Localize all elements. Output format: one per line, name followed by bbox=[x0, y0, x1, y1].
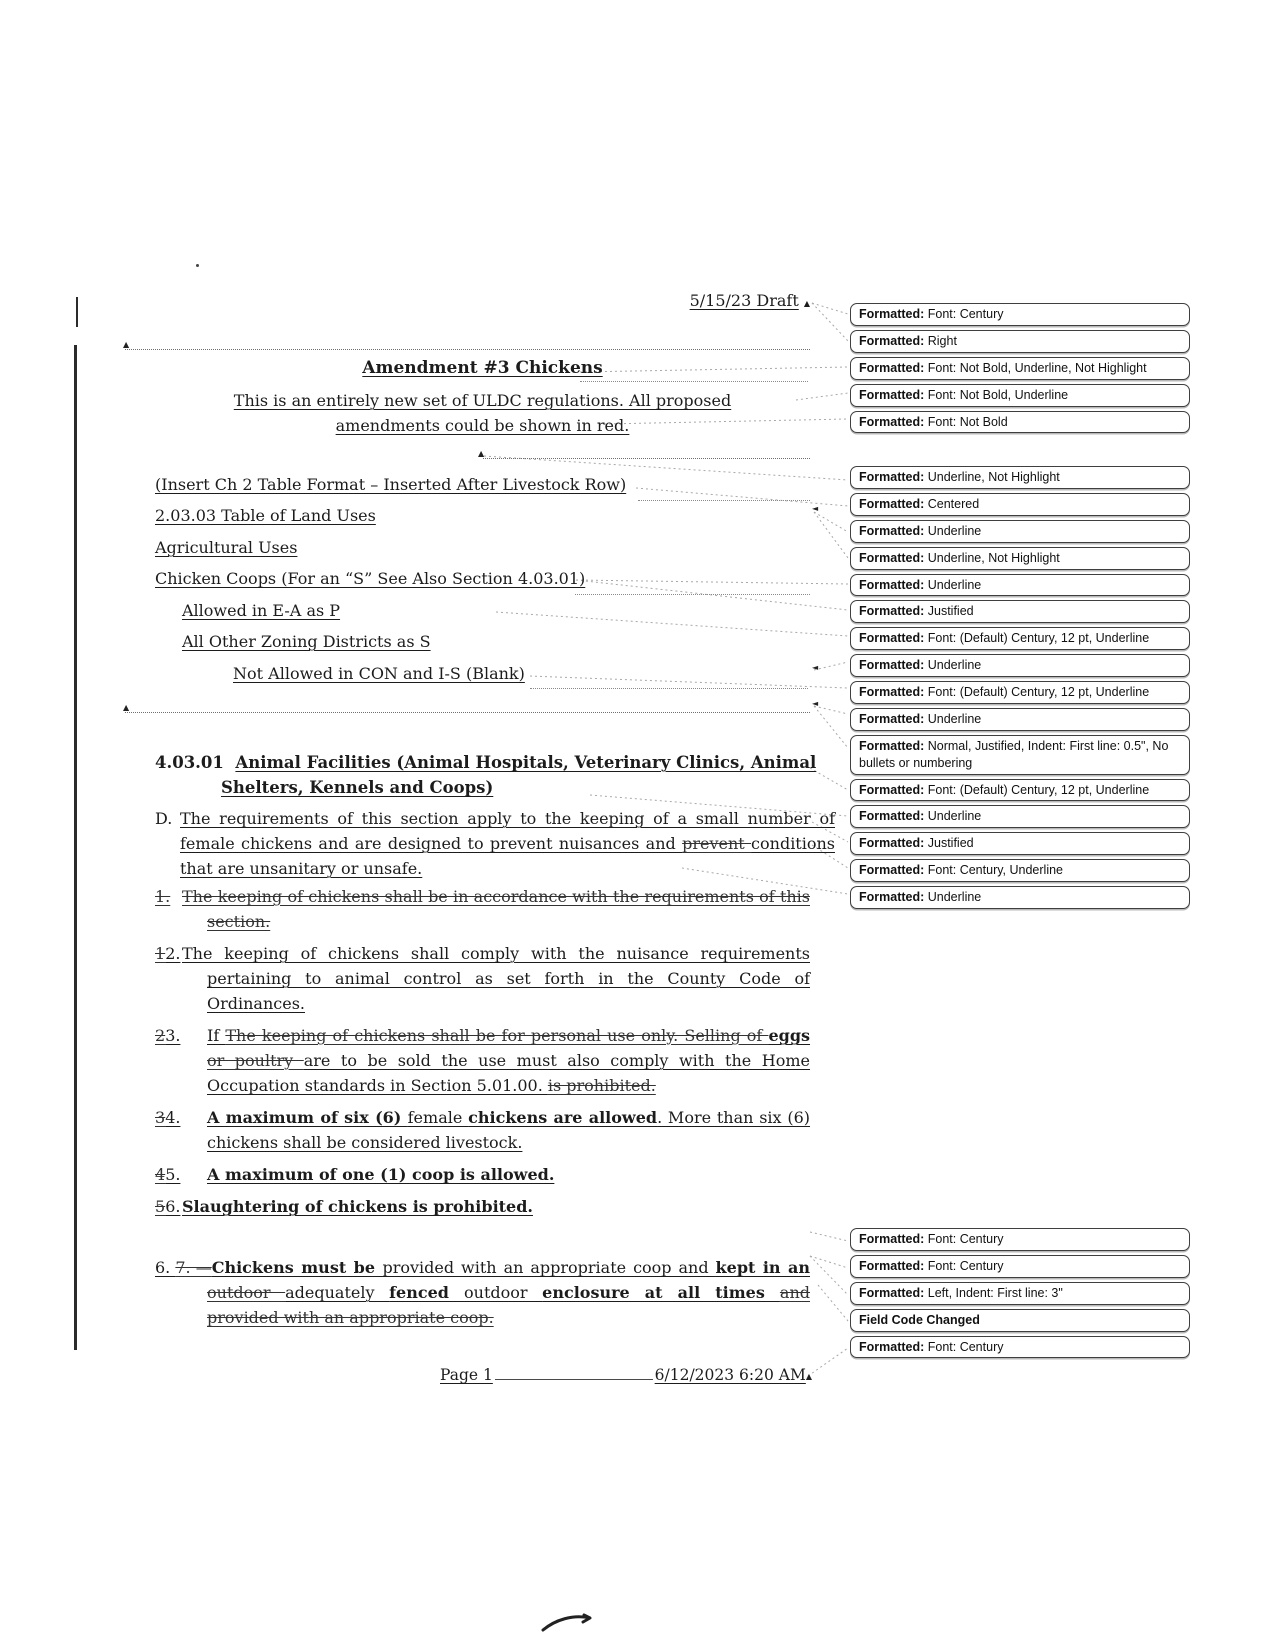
section-title: Animal Facilities (Animal Hospitals, Veterinary Clinics, Animal Shelters, Kennels and Coops) bbox=[221, 753, 817, 797]
footer-leader-line bbox=[495, 1379, 653, 1380]
list-item bbox=[155, 1162, 810, 1187]
anchor-mark-icon: ▲ bbox=[478, 449, 485, 458]
paragraph-d bbox=[155, 806, 835, 881]
formatted-comment-box[interactable] bbox=[850, 805, 1190, 828]
formatted-comment-box[interactable] bbox=[850, 574, 1190, 597]
comment-label: Formatted: bbox=[859, 470, 928, 484]
comment-value: Underline bbox=[927, 658, 982, 673]
list-item-text: The keeping of chickens shall be in accordance with the requirements of this section. bbox=[182, 887, 810, 931]
page-footer bbox=[440, 1366, 812, 1384]
list-item bbox=[155, 1194, 810, 1219]
formatted-comment-box[interactable] bbox=[850, 859, 1190, 882]
comment-label: Formatted: bbox=[859, 836, 928, 851]
formatted-comment-box[interactable] bbox=[850, 600, 1190, 623]
comment-value: Font: Century bbox=[927, 1258, 1004, 1273]
field-code-changed-box[interactable] bbox=[850, 1309, 1190, 1332]
section-heading bbox=[155, 750, 876, 800]
comment-label: Formatted: bbox=[859, 863, 928, 878]
comment-group-top bbox=[850, 303, 1190, 437]
draft-label: 5/15/23 Draft bbox=[689, 291, 799, 310]
comment-value: Underline, Not Highlight bbox=[927, 470, 1060, 484]
anchor-mark-icon: ◄ bbox=[812, 504, 819, 513]
comment-label: Formatted: bbox=[859, 523, 928, 538]
comment-label: Formatted: bbox=[859, 577, 928, 592]
pen-mark-artifact bbox=[535, 1598, 605, 1643]
formatted-comment-box[interactable] bbox=[850, 708, 1190, 731]
comment-value: Left, Indent: First line: 3" bbox=[927, 1285, 1063, 1300]
comment-label: Formatted: bbox=[859, 711, 928, 726]
paragraph-rule-mid bbox=[483, 458, 810, 459]
comment-value: Font: Not Bold, Underline, Not Highlight bbox=[927, 360, 1147, 375]
list-item-marker: 34. bbox=[155, 1108, 181, 1127]
comment-value: Font: (Default) Century, 12 pt, Underline bbox=[927, 685, 1150, 699]
formatted-comment-box[interactable] bbox=[850, 411, 1190, 434]
land-use-line: Agricultural Uses bbox=[155, 538, 298, 557]
comment-label: Formatted: bbox=[859, 658, 928, 673]
formatted-comment-box[interactable] bbox=[850, 357, 1190, 380]
comment-value: Font: Century, Underline bbox=[927, 863, 1063, 878]
list-item bbox=[155, 1105, 810, 1155]
paragraph-d-text: The requirements of this section apply to the keeping of a small number of female chickens and are designed to prevent nuisances and prevent conditions that are unsanitary or unsafe. bbox=[180, 809, 835, 878]
formatted-comment-box[interactable] bbox=[850, 681, 1190, 704]
comment-value: Underline bbox=[927, 711, 982, 726]
formatted-comment-box[interactable] bbox=[850, 384, 1190, 407]
list-item-marker: 56. bbox=[155, 1197, 181, 1216]
comment-label: Formatted: bbox=[859, 307, 928, 321]
comment-label: Formatted: bbox=[859, 1339, 928, 1354]
draft-line bbox=[155, 288, 810, 316]
comment-label: Formatted: bbox=[859, 387, 928, 402]
list-item-text: A maximum of one (1) coop is allowed. bbox=[207, 1165, 555, 1184]
formatted-comment-box[interactable] bbox=[850, 520, 1190, 543]
list-item-text: Chickens must be provided with an appropriate coop and kept in an outdoor adequately fenced outdoor enclosure at all times and provided with an appropriate coop. bbox=[207, 1258, 810, 1327]
list-item-marker: 45. bbox=[155, 1165, 181, 1184]
land-use-line: Allowed in E-A as P bbox=[182, 601, 341, 620]
change-trail bbox=[575, 594, 810, 595]
comment-value: Justified bbox=[927, 836, 974, 851]
formatted-comment-box[interactable] bbox=[850, 627, 1190, 650]
comment-value: Centered bbox=[927, 496, 980, 511]
formatted-comment-box[interactable] bbox=[850, 303, 1190, 326]
list-item-marker: 12. bbox=[155, 944, 181, 963]
numbered-list bbox=[155, 884, 810, 1337]
comment-label: Formatted: bbox=[859, 890, 928, 904]
comment-label: Formatted: bbox=[859, 631, 928, 646]
change-trail bbox=[530, 688, 808, 689]
document-subtitle: This is an entirely new set of ULDC regulations. All proposed amendments could be shown in red. bbox=[233, 391, 732, 435]
comment-value: Underline bbox=[927, 577, 982, 592]
comment-value: Underline, Not Highlight bbox=[927, 550, 1060, 565]
list-item-text: The keeping of chickens shall comply with the nuisance requirements pertaining to animal control as set forth in the County Code of Ordinances. bbox=[182, 944, 810, 1013]
comment-value: Font: (Default) Century, 12 pt, Underline bbox=[927, 631, 1150, 646]
comment-value: Justified bbox=[927, 604, 974, 619]
comment-label: Formatted: bbox=[859, 685, 928, 699]
list-item-marker: 1. bbox=[155, 887, 171, 906]
list-item bbox=[155, 1023, 810, 1098]
list-item-text: A maximum of six (6) female chickens are allowed. More than six (6) chickens shall be considered livestock. bbox=[207, 1108, 811, 1152]
formatted-comment-box[interactable] bbox=[850, 654, 1190, 677]
land-use-line: Not Allowed in CON and I-S (Blank) bbox=[233, 664, 525, 683]
list-item bbox=[155, 1255, 810, 1330]
comment-label: Formatted: bbox=[859, 1232, 928, 1246]
formatted-comment-box[interactable] bbox=[850, 493, 1190, 516]
formatted-comment-box[interactable] bbox=[850, 547, 1190, 570]
list-item bbox=[155, 884, 810, 934]
comment-value: Right bbox=[927, 333, 957, 348]
land-use-line: All Other Zoning Districts as S bbox=[182, 632, 431, 651]
land-use-line: 2.03.03 Table of Land Uses bbox=[155, 506, 376, 525]
comment-label: Formatted: bbox=[859, 414, 928, 429]
page-number: Page 1 bbox=[440, 1366, 493, 1384]
comment-label: Formatted: bbox=[859, 809, 928, 824]
land-use-line: Chicken Coops (For an “S” See Also Section 4.03.01) bbox=[155, 569, 586, 588]
section-number: 4.03.01 bbox=[155, 753, 224, 772]
change-bar-top bbox=[76, 297, 78, 327]
comment-label: Formatted: bbox=[859, 333, 928, 348]
comment-label: Field Code Changed bbox=[859, 1312, 980, 1327]
comment-label: Formatted: bbox=[859, 496, 928, 511]
formatted-comment-box[interactable] bbox=[850, 330, 1190, 353]
comment-value: Normal, Justified, Indent: First line: 0.5", No bullets or numbering bbox=[859, 738, 1169, 770]
comment-value: Font: Not Bold, Underline bbox=[927, 387, 1069, 402]
anchor-mark-icon: ◄ bbox=[812, 663, 819, 672]
comment-group-bottom bbox=[850, 1228, 1190, 1362]
formatted-comment-box[interactable] bbox=[850, 735, 1190, 775]
insert-note: (Insert Ch 2 Table Format – Inserted After Livestock Row) bbox=[155, 475, 627, 494]
change-trail bbox=[580, 381, 808, 382]
comment-label: Formatted: bbox=[859, 738, 928, 753]
formatted-comment-box[interactable] bbox=[850, 1228, 1190, 1251]
formatted-comment-box[interactable] bbox=[850, 886, 1190, 909]
change-trail bbox=[638, 500, 810, 501]
paragraph-rule-top bbox=[125, 349, 810, 350]
comment-value: Font: Century bbox=[927, 1232, 1004, 1246]
comment-label: Formatted: bbox=[859, 604, 928, 619]
anchor-mark-icon: ▲ bbox=[803, 299, 810, 308]
document-title: Amendment #3 Chickens bbox=[362, 358, 603, 378]
list-item-text: Slaughtering of chickens is prohibited. bbox=[182, 1197, 533, 1216]
formatted-comment-box[interactable] bbox=[850, 1255, 1190, 1278]
formatted-comment-box[interactable] bbox=[850, 1336, 1190, 1359]
anchor-mark-icon: ▲ bbox=[805, 1372, 812, 1381]
comment-label: Formatted: bbox=[859, 1258, 928, 1273]
comment-value: Underline bbox=[927, 523, 982, 538]
comment-value: Font: Not Bold bbox=[927, 414, 1008, 429]
formatted-comment-box[interactable] bbox=[850, 832, 1190, 855]
list-item bbox=[155, 941, 810, 1016]
formatted-comment-box[interactable] bbox=[850, 779, 1190, 802]
paragraph-rule-low bbox=[125, 712, 810, 713]
comment-label: Formatted: bbox=[859, 360, 928, 375]
comment-value: Font: (Default) Century, 12 pt, Underline bbox=[927, 782, 1150, 797]
paragraph-d-marker: D. bbox=[155, 809, 173, 828]
comment-label: Formatted: bbox=[859, 1285, 928, 1300]
comment-value: Font: Century bbox=[927, 307, 1004, 321]
anchor-mark-icon: ▲ bbox=[123, 703, 130, 712]
comment-value: Underline bbox=[927, 809, 982, 824]
list-item-marker: 23. bbox=[155, 1026, 181, 1045]
scan-dot-artifact bbox=[196, 264, 199, 267]
anchor-mark-icon: ▲ bbox=[123, 340, 130, 349]
comment-value: Font: Century bbox=[927, 1339, 1004, 1354]
comment-label: Formatted: bbox=[859, 782, 928, 797]
comment-value: Underline bbox=[927, 890, 982, 904]
comment-group-middle bbox=[850, 466, 1190, 913]
formatted-comment-box[interactable] bbox=[850, 1282, 1190, 1305]
list-item-text: If The keeping of chickens shall be for personal use only. Selling of eggs or poultry are to be sold the use must also comply with the Home Occupation standards in Section 5.01.00. is prohibited. bbox=[207, 1026, 811, 1095]
change-bar-main bbox=[74, 345, 77, 1350]
formatted-comment-box[interactable] bbox=[850, 466, 1190, 489]
footer-timestamp: 6/12/2023 6:20 AM bbox=[654, 1366, 806, 1384]
list-item-marker: 6. 7. — bbox=[155, 1258, 212, 1277]
anchor-mark-icon: ◄ bbox=[812, 699, 819, 708]
comment-label: Formatted: bbox=[859, 550, 928, 565]
